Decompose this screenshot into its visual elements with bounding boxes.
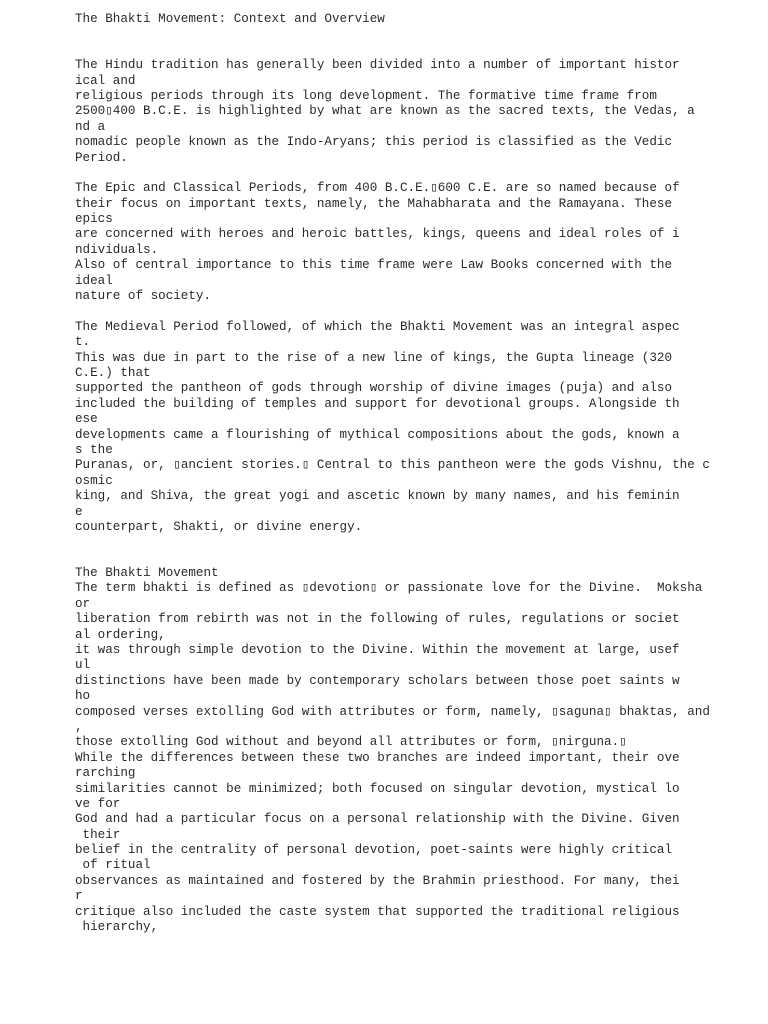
text-line: Period. xyxy=(75,150,128,165)
text-line: ese xyxy=(75,412,98,427)
text-line: their focus on important texts, namely, the Mahabharata and the Ramayana. These xyxy=(75,196,673,211)
document-body xyxy=(75,12,755,935)
text-line: This was due in part to the rise of a new line of kings, the Gupta lineage (320 xyxy=(75,350,673,365)
text-line: or xyxy=(75,596,91,611)
text-line: s the xyxy=(75,442,113,457)
text-line: of ritual xyxy=(75,858,151,873)
text-line: The Epic and Classical Periods, from 400 B.C.E.▯600 C.E. are so named because of xyxy=(75,181,680,196)
text-line: The Hindu tradition has generally been divided into a number of important histor xyxy=(75,58,680,73)
text-line: ical and xyxy=(75,73,136,88)
text-line xyxy=(75,166,755,181)
text-line: included the building of temples and support for devotional groups. Alongside th xyxy=(75,396,680,411)
text-line: Puranas, or, ▯ancient stories.▯ Central to this pantheon were the gods Vishnu, the c xyxy=(75,458,710,473)
document-title: The Bhakti Movement: Context and Overview xyxy=(75,12,385,26)
text-line: e xyxy=(75,504,83,519)
text-line: composed verses extolling God with attributes or form, namely, ▯saguna▯ bhaktas, and xyxy=(75,704,710,719)
text-line: similarities cannot be minimized; both focused on singular devotion, mystical lo xyxy=(75,781,680,796)
text-line: rarching xyxy=(75,766,136,781)
text-line: hierarchy, xyxy=(75,920,159,935)
text-line xyxy=(75,551,755,566)
text-line: While the differences between these two branches are indeed important, their ove xyxy=(75,750,680,765)
text-line: belief in the centrality of personal devotion, poet-saints were highly critical xyxy=(75,843,673,858)
text-line: developments came a flourishing of mythical compositions about the gods, known a xyxy=(75,427,680,442)
text-line: their xyxy=(75,827,121,842)
text-line: al ordering, xyxy=(75,627,166,642)
text-line: The term bhakti is defined as ▯devotion▯ or passionate love for the Divine. Moksha xyxy=(75,581,703,596)
text-line: critique also included the caste system that supported the traditional religious xyxy=(75,904,680,919)
text-line: r xyxy=(75,889,83,904)
text-line: osmic xyxy=(75,473,113,488)
text-line: counterpart, Shakti, or divine energy. xyxy=(75,519,363,534)
text-line: God and had a particular focus on a personal relationship with the Divine. Given xyxy=(75,812,680,827)
text-line xyxy=(75,27,755,42)
text-line: ho xyxy=(75,689,91,704)
text-line: nature of society. xyxy=(75,289,212,304)
text-line: nd a xyxy=(75,119,106,134)
text-line: distinctions have been made by contemporary scholars between those poet saints w xyxy=(75,673,680,688)
text-line: 2500▯400 B.C.E. is highlighted by what are known as the sacred texts, the Vedas, a xyxy=(75,104,695,119)
text-line: are concerned with heroes and heroic battles, kings, queens and ideal roles of i xyxy=(75,227,680,242)
text-line xyxy=(75,43,755,58)
text-line: those extolling God without and beyond all attributes or form, ▯nirguna.▯ xyxy=(75,735,627,750)
text-line: ndividuals. xyxy=(75,242,159,257)
text-line: observances as maintained and fostered by the Brahmin priesthood. For many, thei xyxy=(75,873,680,888)
text-line: nomadic people known as the Indo-Aryans; this period is classified as the Vedic xyxy=(75,135,673,150)
text-line: supported the pantheon of gods through worship of divine images (puja) and also xyxy=(75,381,673,396)
text-line: , xyxy=(75,719,83,734)
text-line: epics xyxy=(75,212,113,227)
text-line: religious periods through its long development. The formative time frame from xyxy=(75,88,657,103)
text-line: ideal xyxy=(75,273,113,288)
text-line: ul xyxy=(75,658,91,673)
section-heading: The Bhakti Movement xyxy=(75,566,219,581)
text-line: king, and Shiva, the great yogi and ascetic known by many names, and his feminin xyxy=(75,489,680,504)
text-line: The Medieval Period followed, of which the Bhakti Movement was an integral aspec xyxy=(75,319,680,334)
text-line: C.E.) that xyxy=(75,365,151,380)
text-line xyxy=(75,304,755,319)
text-line: t. xyxy=(75,335,91,350)
text-line xyxy=(75,535,755,550)
text-line: it was through simple devotion to the Divine. Within the movement at large, usef xyxy=(75,643,680,658)
text-line: liberation from rebirth was not in the following of rules, regulations or societ xyxy=(75,612,680,627)
text-line: Also of central importance to this time frame were Law Books concerned with the xyxy=(75,258,673,273)
text-line: ve for xyxy=(75,796,121,811)
